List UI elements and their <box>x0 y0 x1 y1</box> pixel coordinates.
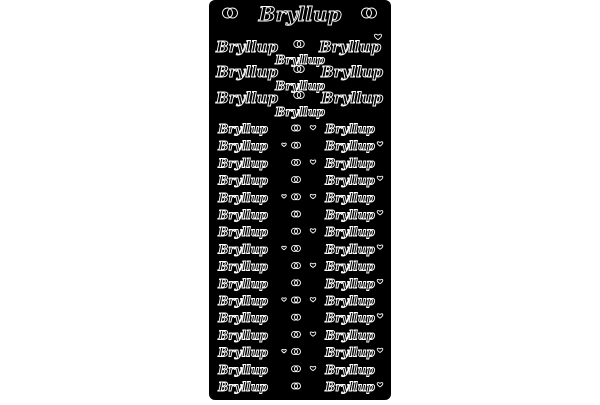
word-sticker: Bryllup <box>218 139 268 154</box>
word-sticker: Bryllup <box>218 208 268 222</box>
word-sticker: Bryllup <box>218 156 268 171</box>
word-sticker: Bryllup <box>218 345 268 360</box>
word-sticker: Bryllup <box>218 190 268 205</box>
word-sticker: Bryllup <box>325 380 375 394</box>
word-sticker: Bryllup <box>275 105 325 119</box>
word-sticker: Bryllup <box>325 225 375 240</box>
word-sticker: Bryllup <box>325 173 375 188</box>
word-sticker: Bryllup <box>325 156 375 171</box>
word-sticker: Bryllup <box>215 38 279 56</box>
word-sticker: Bryllup <box>215 89 279 107</box>
word-sticker: Bryllup <box>218 380 268 394</box>
word-sticker: Bryllup <box>218 276 268 291</box>
word-sticker: Bryllup <box>325 311 375 326</box>
word-sticker: Bryllup <box>218 362 268 377</box>
word-sticker: Bryllup <box>320 63 384 81</box>
word-sticker: Bryllup <box>325 345 375 360</box>
word-sticker: Bryllup <box>218 242 268 257</box>
word-sticker: Bryllup <box>325 259 375 274</box>
word-sticker: Bryllup <box>325 122 375 136</box>
word-sticker: Bryllup <box>215 63 279 81</box>
word-sticker: Bryllup <box>325 294 375 308</box>
word-sticker: Bryllup <box>325 190 375 205</box>
word-sticker: Bryllup <box>275 79 325 93</box>
title-word: Bryllup <box>258 2 342 26</box>
word-sticker: Bryllup <box>325 242 375 257</box>
word-sticker: Bryllup <box>218 225 268 240</box>
word-sticker: Bryllup <box>218 328 268 343</box>
word-sticker: Bryllup <box>325 208 375 222</box>
word-sticker: Bryllup <box>218 173 268 188</box>
word-sticker: Bryllup <box>218 259 268 274</box>
word-sticker: Bryllup <box>318 38 382 56</box>
word-sticker: Bryllup <box>218 294 268 308</box>
word-sticker: Bryllup <box>325 328 375 343</box>
word-sticker: Bryllup <box>218 122 268 136</box>
word-sticker: Bryllup <box>218 311 268 326</box>
word-sticker: Bryllup <box>320 89 384 107</box>
word-sticker: Bryllup <box>325 139 375 154</box>
word-sticker: Bryllup <box>325 362 375 377</box>
word-sticker: Bryllup <box>325 276 375 291</box>
word-sticker: Bryllup <box>275 53 325 67</box>
